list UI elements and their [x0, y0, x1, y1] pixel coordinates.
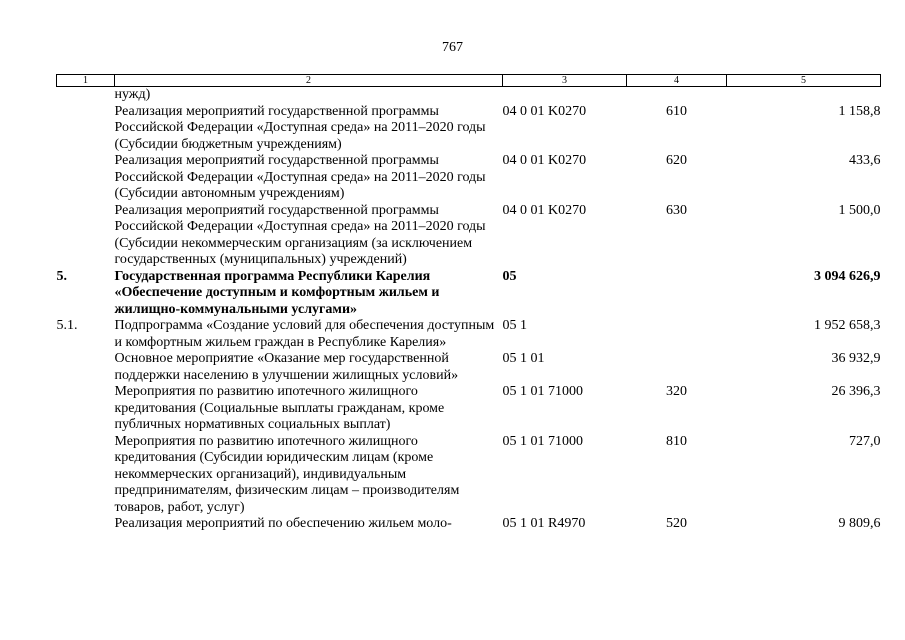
- row-amount: [727, 87, 881, 104]
- row-amount: 1 500,0: [838, 202, 881, 218]
- row-code: 05 1 01 R4970: [502, 516, 586, 531]
- table-row: [57, 269, 881, 319]
- column-header-3: 3: [503, 75, 627, 87]
- table-row: [57, 434, 881, 517]
- row-number: [57, 516, 115, 533]
- row-number: [57, 434, 115, 517]
- table-row: [57, 203, 881, 269]
- row-code: 04 0 01 K0270: [502, 153, 587, 168]
- row-code: 04 0 01 K0270: [502, 202, 587, 218]
- row-number: [57, 104, 115, 154]
- row-number: [57, 351, 115, 384]
- row-code: 05 1 01 71000: [502, 433, 583, 449]
- row-amount: 433,6: [849, 153, 881, 168]
- row-code: 05 1 01: [502, 351, 545, 366]
- budget-table: [56, 74, 881, 533]
- row-name: Государственная программа Республики Карелия «Обеспечение доступным и комфортным жильем и жилищно-коммунальными услугами»: [114, 268, 440, 317]
- row-amount: 1 952 658,3: [814, 318, 881, 333]
- page-number: 767: [442, 40, 463, 55]
- row-name: Мероприятия по развитию ипотечного жилищного кредитования (Субсидии юридическим лицам (кроме некоммерческих организаций), индивидуальным предпринимателям, физическим лицам – производителям товаров, работ, услуг): [114, 433, 460, 515]
- row-expense-type: 320: [666, 384, 687, 399]
- table-row: [57, 153, 881, 203]
- row-expense-type: 630: [666, 202, 687, 218]
- row-name: Основное мероприятие «Оказание мер государственной поддержки населению в улучшении жилищных условий»: [114, 351, 459, 383]
- row-expense-type: 620: [666, 153, 687, 168]
- table-row: [57, 384, 881, 434]
- row-number: 5.: [56, 268, 67, 284]
- row-expense-type: 810: [666, 433, 687, 449]
- row-expense-type: 520: [666, 516, 687, 531]
- column-header-2: 2: [115, 75, 503, 87]
- row-code: 05: [502, 268, 517, 284]
- table-row: [57, 104, 881, 154]
- column-header-4: 4: [627, 75, 727, 87]
- row-code: 05 1 01 71000: [502, 384, 583, 399]
- row-name: Мероприятия по развитию ипотечного жилищного кредитования (Социальные выплаты гражданам, кроме публичных нормативных социальных выплат): [114, 384, 445, 432]
- row-number: [57, 203, 115, 269]
- row-amount: 3 094 626,9: [814, 268, 881, 284]
- table-row: [57, 351, 881, 384]
- row-number: [57, 384, 115, 434]
- row-name: Реализация мероприятий государственной программы Российской Федерации «Доступная среда» на 2011–2020 годы (Субсидии бюджетным учреждениям): [114, 103, 486, 152]
- row-number: 5.1.: [56, 318, 78, 333]
- table-row: [57, 516, 881, 533]
- row-code: 05 1: [502, 318, 527, 333]
- row-amount: 26 396,3: [831, 384, 881, 399]
- row-amount: 1 158,8: [838, 103, 881, 119]
- row-name: Реализация мероприятий по обеспечению жильем моло-: [114, 516, 452, 531]
- row-amount: 36 932,9: [831, 351, 881, 366]
- row-name: Реализация мероприятий государственной программы Российской Федерации «Доступная среда» на 2011–2020 годы (Субсидии автономным учреждениям): [114, 153, 486, 201]
- row-name: нужд): [114, 87, 151, 102]
- row-number: [57, 153, 115, 203]
- row-expense-type: [627, 269, 727, 319]
- column-header-5: 5: [727, 75, 881, 87]
- row-expense-type: [627, 318, 727, 351]
- table-row: [57, 87, 881, 104]
- table-row: [57, 318, 881, 351]
- column-header-1: 1: [57, 75, 115, 87]
- row-name: Реализация мероприятий государственной программы Российской Федерации «Доступная среда» на 2011–2020 годы (Субсидии некоммерческим организациям (за исключением государственных (муниципальных) учреждений): [114, 202, 486, 267]
- row-amount: 727,0: [849, 433, 881, 449]
- row-code: [503, 87, 627, 104]
- row-expense-type: [627, 87, 727, 104]
- row-name: Подпрограмма «Создание условий для обеспечения доступным и комфортным жильем граждан в Республике Карелия»: [114, 318, 495, 350]
- header-row: [57, 75, 881, 87]
- row-expense-type: 610: [666, 103, 687, 119]
- row-code: 04 0 01 K0270: [502, 103, 587, 119]
- row-number: [57, 87, 115, 104]
- row-expense-type: [627, 351, 727, 384]
- row-amount: 9 809,6: [838, 516, 881, 531]
